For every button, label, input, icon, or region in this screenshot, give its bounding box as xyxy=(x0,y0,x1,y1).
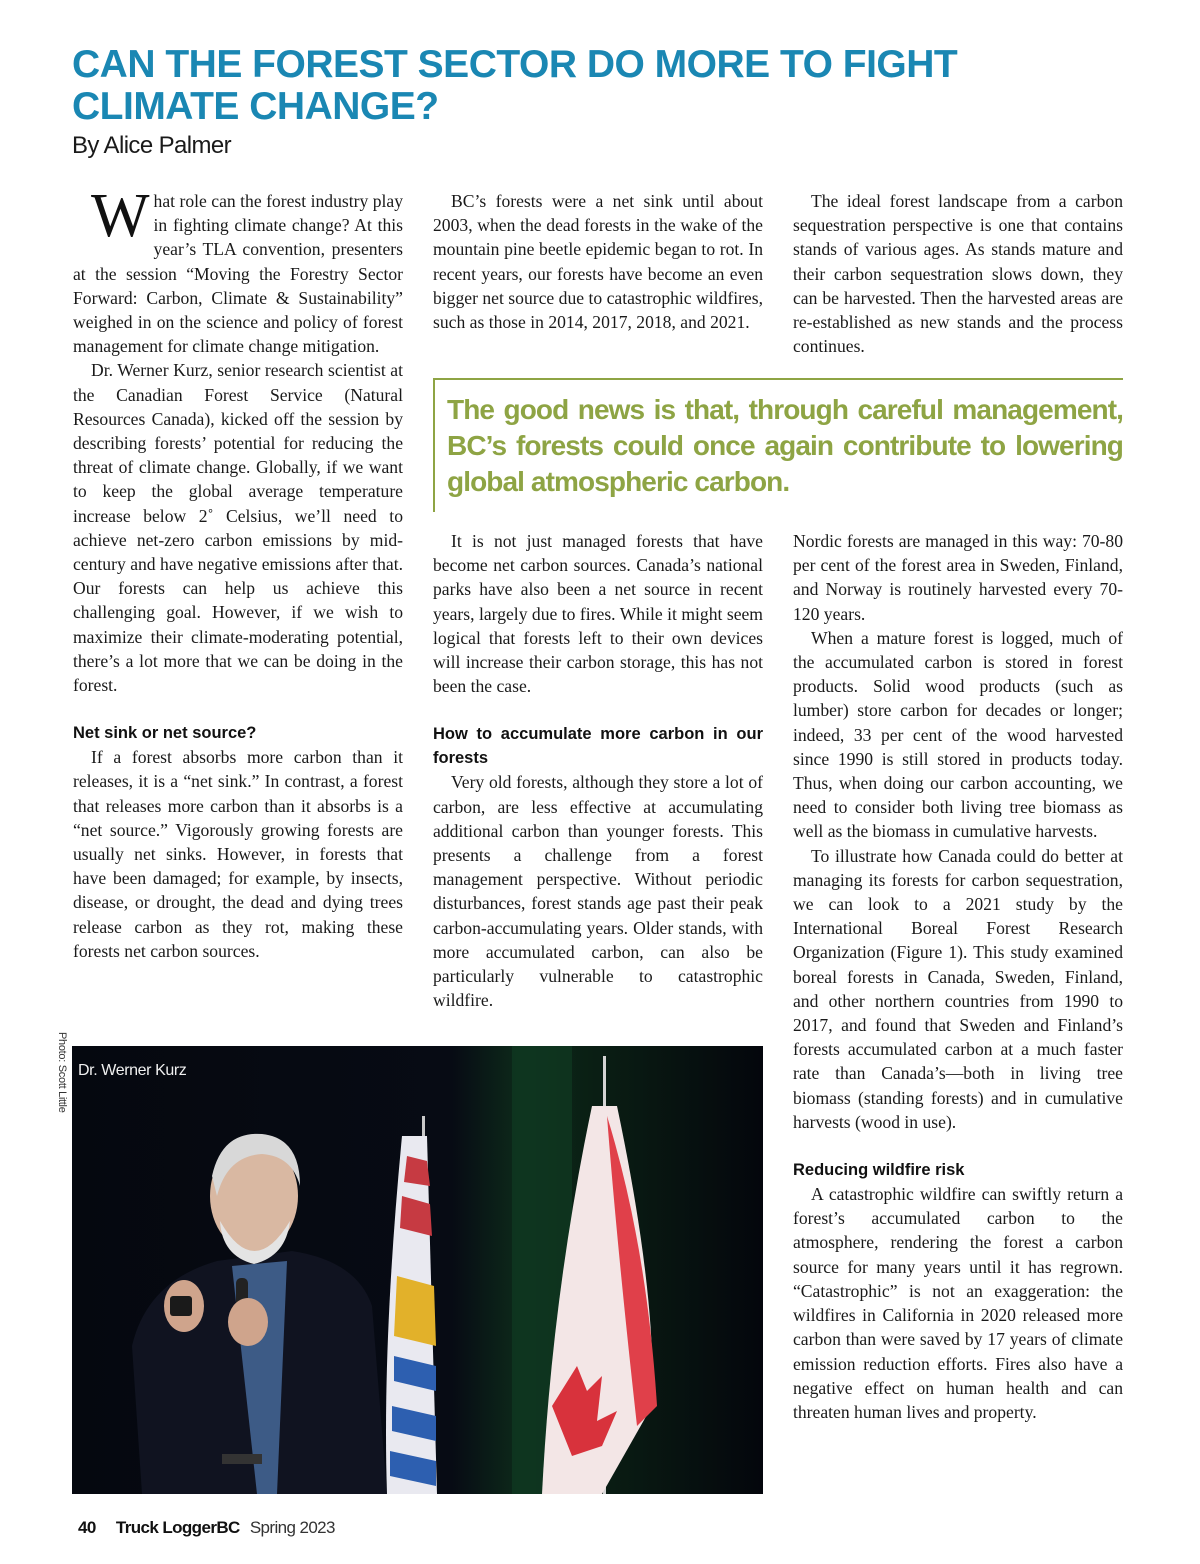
photo-credit: Photo: Scott Little xyxy=(56,1032,68,1113)
paragraph: It is not just managed forests that have become net carbon sources. Canada’s national parks have also been a net source in recent years, largely due to fires. While it might seem logical that forests left to their own devices will increase their carbon storage, this has not been the case. xyxy=(433,531,763,697)
column-3-top xyxy=(793,189,1123,358)
column-1 xyxy=(73,182,403,963)
intro-paragraph xyxy=(73,182,403,358)
paragraph: If a forest absorbs more carbon than it releases, it is a “net sink.” In contrast, a forest that releases more carbon than it absorbs is a “net source.” Vigorously growing forests are usually net sinks. However, in forests that have been damaged; for example, by insects, disease, or drought, the dead and dying trees release carbon as they rot, making these forests net carbon sources. xyxy=(73,747,403,961)
photo-caption: Dr. Werner Kurz xyxy=(78,1062,187,1079)
article-byline: By Alice Palmer xyxy=(72,132,232,159)
magazine-name: Truck LoggerBC xyxy=(115,1518,240,1537)
drop-cap: W xyxy=(91,182,150,250)
paragraph: A catastrophic wildfire can swiftly return a forest’s accumulated carbon to the atmosphere, rendering the forest a carbon source for many years until it has regrown. “Catastrophic” is not an exaggeration: the wildfires in California in 2020 released more carbon than were saved by 17 years of climate emission reduction efforts. Fires also have a negative effect on human health and can threaten human lives and property. xyxy=(793,1184,1123,1422)
paragraph: The ideal forest landscape from a carbon sequestration perspective is one that contains stands of various ages. As stands mature and their carbon sequestration slows down, they can be harvested. Then the harvested areas are re-established as new stands and the process continues. xyxy=(793,191,1123,357)
column-3-bottom xyxy=(793,529,1123,1424)
page-footer xyxy=(78,1518,335,1538)
paragraph: Very old forests, although they store a lot of carbon, are less effective at accumulating additional carbon than younger forests. This presents a challenge from a forest management perspective. Without periodic disturbances, forest stands age past their peak carbon-accumulating years. Older stands, with more accumulated carbon, can also be particularly vulnerable to catastrophic wildfire. xyxy=(433,772,763,1011)
column-2-top xyxy=(433,189,763,334)
paragraph: To illustrate how Canada could do better at managing its forests for carbon sequestration, we can look to a 2021 study by the International Boreal Forest Research Organization (Figure 1). This study examined boreal forests in Canada, Sweden, Finland, and other northern countries from 1990 to 2017, and found that Sweden and Finland’s forests accumulated carbon at a much faster rate than Canada’s—both in living tree biomass (standing forests) and in cumulative harvests (wood in use). xyxy=(793,845,1123,1132)
section-heading-wildfire-risk: Reducing wildfire risk xyxy=(793,1161,965,1180)
article-title: CAN THE FOREST SECTOR DO MORE TO FIGHT CLIMATE CHANGE? xyxy=(72,43,958,128)
column-2-bottom xyxy=(433,529,763,1012)
page-number: 40 xyxy=(78,1518,96,1537)
paragraph: Nordic forests are managed in this way: 70-80 per cent of the forest area in Sweden, Finland, and Norway is routinely harvested every 70-120 years. xyxy=(793,531,1123,624)
speaker-photo xyxy=(72,1046,763,1494)
speaker-photo-illustration xyxy=(72,1046,763,1494)
paragraph: Dr. Werner Kurz, senior research scientist at the Canadian Forest Service (Natural Resources Canada), kicked off the session by describing forests’ potential for reducing the threat of climate change. Globally, if we want to keep the global average temperature increase below 2˚ Celsius, we’ll need to achieve net-zero carbon emissions by mid-century and have negative emissions after that. Our forests can help us achieve this challenging goal. However, if we wish to maximize their climate-moderating potential, there’s a lot more that we can be doing in the forest. xyxy=(73,360,403,696)
issue-label: Spring 2023 xyxy=(249,1518,335,1537)
pull-quote: The good news is that, through careful management, BC’s forests could once again contribute to lowering global atmospheric carbon. xyxy=(433,378,1123,512)
section-heading-net-sink: Net sink or net source? xyxy=(73,724,257,743)
intro-text: hat role can the forest industry play in fighting climate change? At this year’s TLA convention, presenters at the session “Moving the Forestry Sector Forward: Carbon, Climate & Sustainability” weighed in on the science and policy of forest management for climate change mitigation. xyxy=(73,191,403,357)
paragraph: BC’s forests were a net sink until about 2003, when the dead forests in the wake of the mountain pine beetle epidemic began to rot. In recent years, our forests have become an even bigger net source due to catastrophic wildfires, such as those in 2014, 2017, 2018, and 2021. xyxy=(433,191,763,333)
section-heading-accumulate-carbon: How to accumulate more carbon in our forests xyxy=(433,725,763,768)
paragraph: When a mature forest is logged, much of the accumulated carbon is stored in forest products. Solid wood products (such as lumber) store carbon for decades or longer; indeed, 33 per cent of the wood harvested since 1990 is still stored in products today. Thus, when doing our carbon accounting, we need to consider both living tree biomass as well as the biomass in cumulative harvests. xyxy=(793,627,1123,842)
